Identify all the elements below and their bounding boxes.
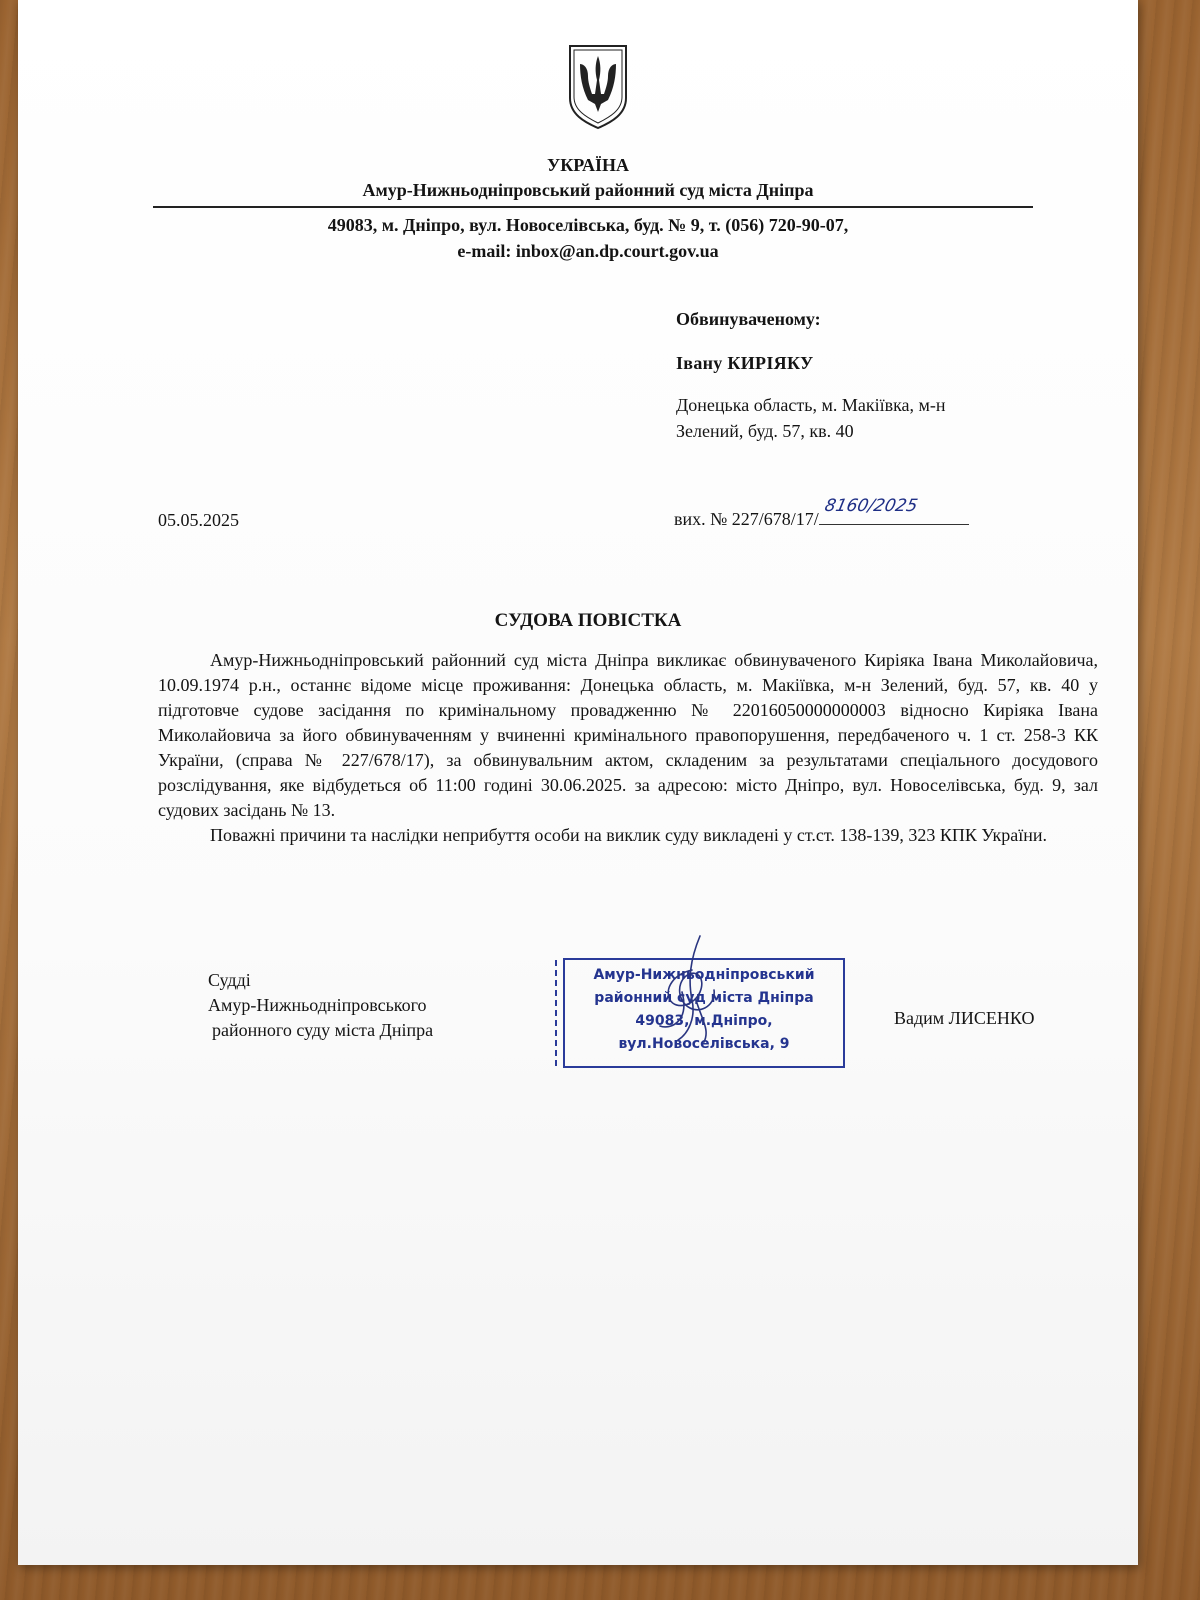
judge-title-block	[208, 968, 433, 1043]
stamp-line2: районний суд міста Дніпра	[594, 990, 814, 1006]
judge-title-line2: Амур-Нижньодніпровського	[208, 995, 427, 1015]
recipient-address	[676, 392, 946, 444]
document-date: 05.05.2025	[158, 510, 239, 530]
court-email: e-mail: inbox@an.dp.court.gov.ua	[457, 241, 719, 261]
recipient-address-line2: Зелений, буд. 57, кв. 40	[676, 421, 854, 441]
body-paragraph: Поважні причини та наслідки неприбуття особи на виклик суду викладені у ст.ст. 138-139, 323 КПК України.	[210, 825, 1048, 845]
court-contacts	[148, 212, 1028, 264]
outgoing-number-field	[819, 496, 969, 525]
recipient-address-line1: Донецька область, м. Макіївка, м-н	[676, 395, 946, 415]
judge-name: Вадим ЛИСЕНКО	[894, 1008, 1035, 1028]
stamp-line4: вул.Новоселівська, 9	[618, 1036, 790, 1052]
recipient-role: Обвинуваченому:	[676, 309, 821, 329]
judge-signature-icon	[630, 930, 750, 1050]
body-paragraph: Амур-Нижньодніпровський районний суд міста Дніпра викликає обвинуваченого Киріяка Івана Миколайовича, 10.09.1974 р.н., останнє відоме місце проживання: Донецька область, м. Макіївка, м-н Зелений, буд. 57, кв. 40 у підготовче судове засідання по кримінальному провадженню № 22016050000000003 відносно Киріяка Івана Миколайовича за його обвинуваченням у вчиненні кримінального правопорушення, передбаченого ч. 1 ст. 258-3 КК України, (справа № 227/678/17), за обвинувальним актом, складеним за результатами спеціального досудового розслідування, яке відбудеться об 11:00 годині 30.06.2025. за адресою: місто Дніпро, вул. Новоселівська, буд. 9, зал судових засідань № 13.	[158, 650, 1098, 820]
court-address: 49083, м. Дніпро, вул. Новоселівська, буд. № 9, т. (056) 720-90-07,	[327, 215, 849, 235]
judge-title-line1: Судді	[208, 970, 251, 990]
outgoing-number-handwritten: 8160/2025	[822, 496, 920, 516]
outgoing-number	[674, 496, 994, 530]
document-body	[158, 648, 1098, 848]
stamp-line1: Амур-Нижньодніпровський	[593, 967, 815, 983]
judge-title-line3: районного суду міста Дніпра	[212, 1020, 434, 1040]
court-header	[148, 153, 1028, 203]
trident-emblem-icon	[566, 42, 630, 130]
outgoing-number-prefix: вих. № 227/678/17/	[674, 509, 819, 529]
stamp-dashed-edge	[555, 960, 557, 1066]
document-page	[18, 0, 1138, 1565]
header-divider	[153, 206, 1033, 208]
document-title: СУДОВА ПОВІСТКА	[494, 610, 682, 631]
country-name: УКРАЇНА	[547, 155, 629, 175]
recipient-block	[676, 306, 946, 444]
court-name: Амур-Нижньодніпровський районний суд міста Дніпра	[362, 180, 814, 200]
stamp-line3: 49083, м.Дніпро,	[635, 1013, 773, 1029]
recipient-name: Івану КИРІЯКУ	[676, 353, 814, 373]
